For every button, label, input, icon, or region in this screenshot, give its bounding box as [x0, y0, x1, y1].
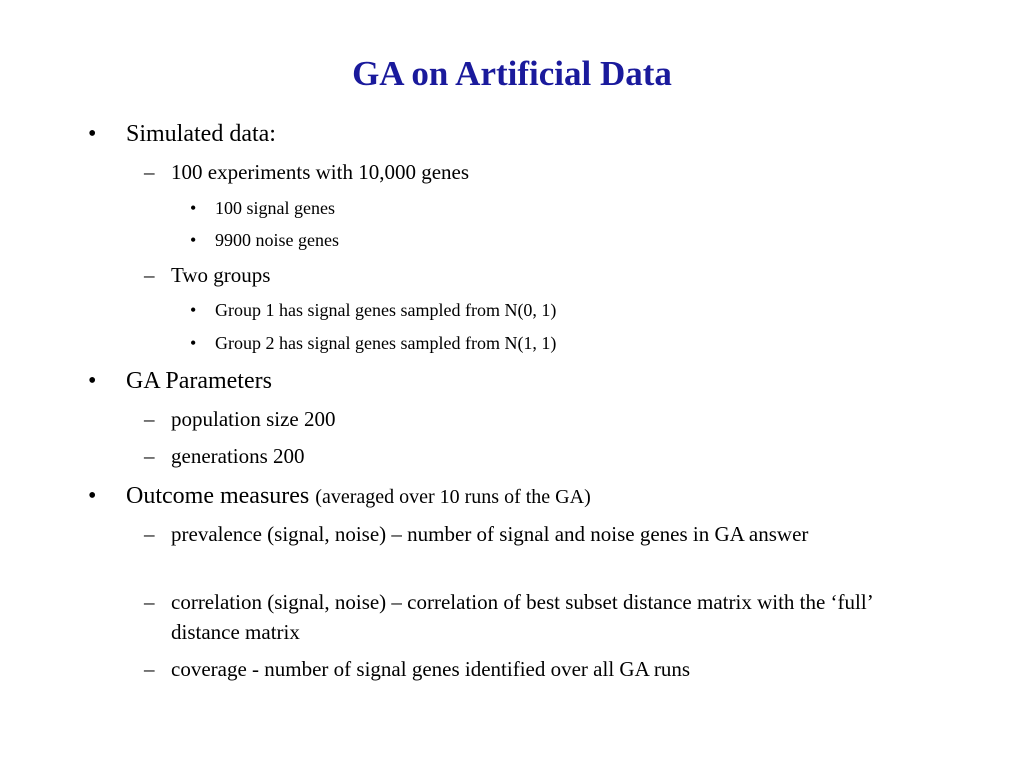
item-text: 9900 noise genes — [215, 230, 339, 250]
item-text: correlation (signal, noise) – correlation of best subset distance matrix with the ‘full’ distance matrix — [171, 590, 873, 644]
dash-marker: – — [144, 522, 155, 546]
item-text: Group 2 has signal genes sampled from N(1, 1) — [215, 333, 557, 353]
item-text: Group 1 has signal genes sampled from N(0, 1) — [215, 300, 557, 320]
bullet-marker: • — [190, 300, 197, 320]
dash-marker: – — [144, 160, 155, 184]
bullet-marker: • — [190, 333, 197, 353]
item-text: Simulated data: — [126, 121, 276, 147]
dash-marker: – — [144, 657, 155, 681]
item-text: Two groups — [171, 263, 271, 287]
slide-title: GA on Artificial Data — [352, 54, 672, 93]
item-note: (averaged over 10 runs of the GA) — [315, 486, 591, 508]
bullet-marker: • — [88, 121, 97, 147]
item-text: population size 200 — [171, 407, 336, 431]
dash-marker: – — [144, 444, 155, 468]
bullet-marker: • — [190, 230, 197, 250]
item-text: 100 signal genes — [215, 198, 335, 218]
bullet-marker: • — [88, 483, 97, 509]
item-text: prevalence (signal, noise) – number of signal and noise genes in GA answer — [171, 522, 809, 546]
item-text: GA Parameters — [126, 368, 272, 394]
item-heading: Outcome measures — [126, 483, 310, 509]
item-text: generations 200 — [171, 444, 305, 468]
dash-marker: – — [144, 263, 155, 287]
bullet-marker: • — [88, 368, 97, 394]
bullet-marker: • — [190, 198, 197, 218]
dash-marker: – — [144, 407, 155, 431]
item-text: coverage - number of signal genes identified over all GA runs — [171, 657, 691, 681]
item-text: 100 experiments with 10,000 genes — [171, 160, 470, 184]
item-text — [126, 481, 591, 512]
dash-marker: – — [144, 590, 155, 614]
